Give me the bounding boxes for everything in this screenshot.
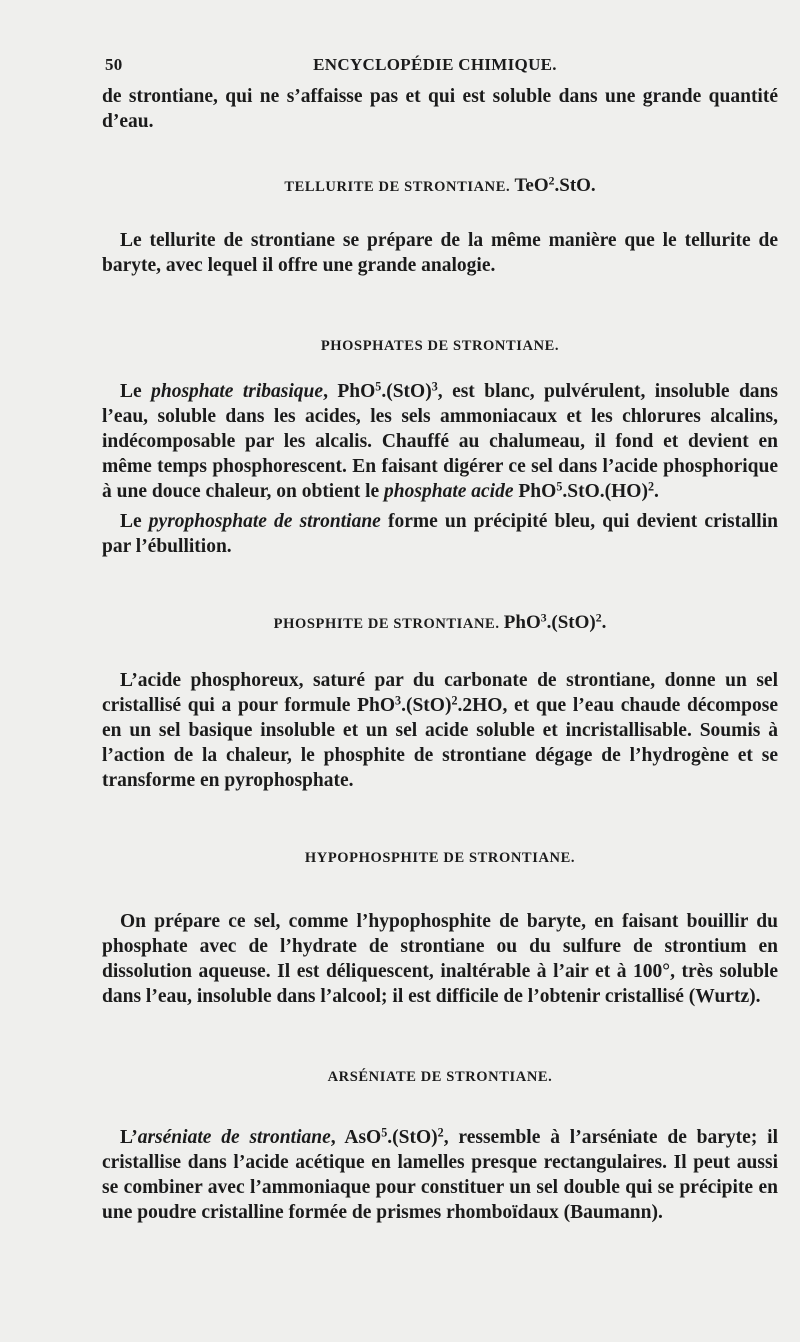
heading-formula: TeO$^2$.StO.	[514, 174, 596, 196]
paragraph-phosphite: L’acide phosphoreux, saturé par du carbonate de strontiane, donne un sel cristallisé qui a pour formule PhO$^3$.(StO)$^2$.2HO, et que l’eau chaude décompose en un sel basique insoluble et un sel acide soluble et incristallisable. Soumis à l’action de la chaleur, le phosphite de strontiane dégage de l’hydrogène et se transforme en pyrophosphate.	[102, 670, 778, 791]
book-title: ENCYCLOPÉDIE CHIMIQUE.	[313, 55, 557, 74]
term-phosphate-acide: phosphate acide	[384, 481, 514, 502]
paragraph-tellurite	[102, 228, 778, 278]
term-phosphate-tribasique: phosphate tribasique	[151, 381, 324, 402]
section-heading-tellurite	[102, 175, 778, 197]
paragraph-arseniate: L’arséniate de strontiane, AsO$^5$.(StO)$^2$, ressemble à l’arséniate de baryte; il cristallise dans l’acide acétique en lamelles presque rectangulaires. Il peut aussi se combiner avec l’ammoniaque pour constituer un sel double qui se précipite en une poudre cristalline formée de prismes rhomboïdaux (Baumann).	[102, 1125, 778, 1223]
running-header	[105, 55, 765, 81]
paragraph-hypophosphite	[102, 909, 778, 1009]
paragraph-text: de strontiane, qui ne s’affaisse pas et qui est soluble dans une grande quantité d’eau.	[102, 86, 778, 132]
heading-label: PHOSPHATES DE STRONTIANE.	[320, 338, 560, 354]
term-arseniate: arséniate de strontiane	[137, 1127, 331, 1148]
section-heading-hypophosphite	[102, 850, 778, 867]
paragraph-continuation	[102, 84, 778, 134]
section-heading-arseniate	[102, 1069, 778, 1086]
heading-label: PHOSPHITE DE STRONTIANE.	[273, 616, 500, 632]
page-number: 50	[105, 55, 123, 74]
paragraph-text: Le tellurite de strontiane se prépare de la même manière que le tellurite de baryte, avec lequel il offre une grande analogie.	[102, 230, 778, 276]
heading-label: TELLURITE DE STRONTIANE.	[284, 179, 511, 195]
heading-formula: PhO$^3$.(StO)$^2$.	[503, 611, 607, 633]
section-heading-phosphates	[102, 338, 778, 355]
paragraph-text: On prépare ce sel, comme l’hypophosphite de baryte, en faisant bouillir du phosphate avec de l’hydrate de strontiane ou du sulfure de strontium en dissolution aqueuse. Il est déliquescent, inaltérable à l’air et à 100°, très soluble dans l’eau, insoluble dans l’alcool; il est difficile de l’obtenir cristallisé (Wurtz).	[102, 911, 778, 1007]
term-pyrophosphate: pyrophosphate de strontiane	[148, 511, 381, 532]
heading-label: HYPOPHOSPHITE DE STRONTIANE.	[304, 850, 576, 866]
paragraph-phosphate: Le phosphate tribasique, PhO$^5$.(StO)$^3$, est blanc, pulvérulent, insoluble dans l’eau, soluble dans les acides, les sels ammoniacaux et les chlorures alcalins, indécomposable par les alcalis. Chauffé au chalumeau, il fond et devient en même temps phosphorescent. En faisant digérer ce sel dans l’acide phosphorique à une douce chaleur, on obtient le phosphate acide PhO$^5$.StO.(HO)$^2$.	[102, 379, 778, 502]
paragraph-pyrophosphate: Le pyrophosphate de strontiane forme un précipité bleu, qui devient cristallin par l’ébullition.	[102, 511, 778, 557]
heading-label: ARSÉNIATE DE STRONTIANE.	[327, 1069, 553, 1085]
section-heading-phosphite	[102, 612, 778, 634]
